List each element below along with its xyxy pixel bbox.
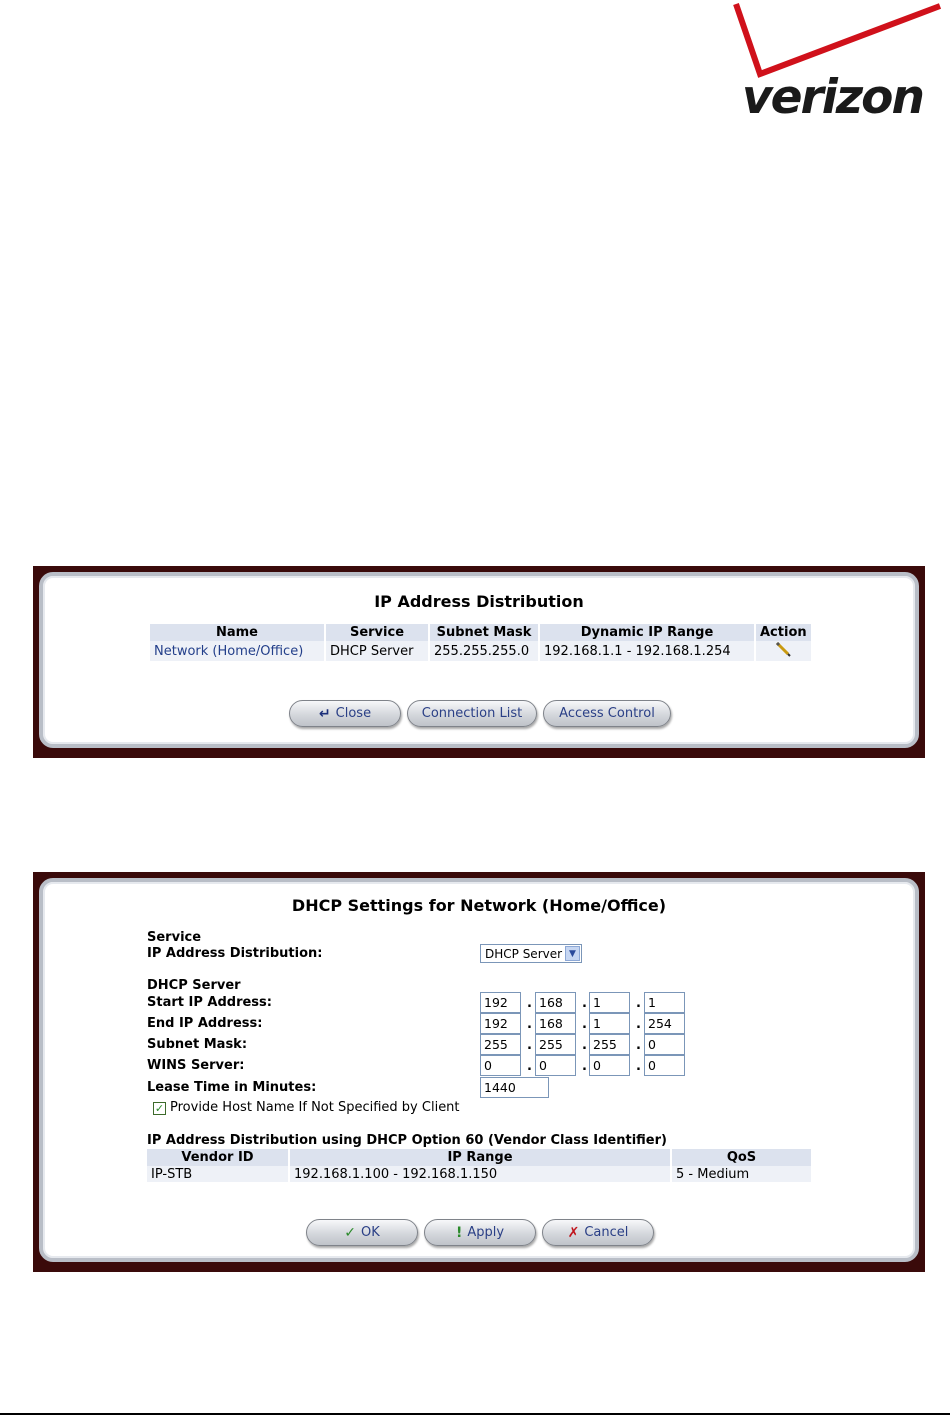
connection-list-button[interactable] (407, 700, 537, 727)
end-ip-octet-4[interactable] (644, 1013, 685, 1034)
lease-time-input[interactable] (480, 1077, 549, 1098)
wins-octet-1[interactable] (480, 1055, 521, 1076)
start-ip-octet-3[interactable] (589, 992, 630, 1013)
action-cell (755, 641, 812, 661)
wins-octet-4[interactable] (644, 1055, 685, 1076)
return-arrow-icon: ↵ (318, 705, 331, 722)
ok-label: OK (360, 1225, 380, 1240)
start-ip-octet-2[interactable] (535, 992, 576, 1013)
ip-dist-label: IP Address Distribution: (147, 946, 323, 961)
ip-dot: . (527, 1059, 532, 1074)
col-action: Action (755, 624, 812, 641)
ok-button[interactable] (306, 1219, 418, 1246)
page-bottom-rule (0, 1413, 950, 1415)
col-name: Name (150, 624, 325, 641)
close-label: Close (335, 706, 372, 721)
access-control-label: Access Control (559, 706, 655, 721)
dhcp-settings-frame (39, 878, 919, 1262)
subnet-cell: 255.255.255.0 (429, 641, 539, 661)
cancel-label: Cancel (584, 1225, 629, 1240)
ip-dot: . (527, 1017, 532, 1032)
ip-dot: . (527, 1038, 532, 1053)
ip-dot: . (636, 1017, 641, 1032)
provide-hostname-label: Provide Host Name If Not Specified by Client (170, 1100, 460, 1115)
ip-dot: . (582, 1059, 587, 1074)
col-vendor-id: Vendor ID (147, 1149, 289, 1166)
svg-text:verizon: verizon (742, 70, 923, 122)
end-ip-octet-2[interactable] (535, 1013, 576, 1034)
end-ip-octet-3[interactable] (589, 1013, 630, 1034)
dhcp-settings-panel (33, 872, 925, 1272)
subnet-mask-octet-1[interactable] (480, 1034, 521, 1055)
chevron-down-icon: ▼ (565, 946, 580, 961)
vendor-class-heading: IP Address Distribution using DHCP Option 60 (Vendor Class Identifier) (147, 1133, 667, 1148)
ip-dot: . (582, 1038, 587, 1053)
lease-time-label: Lease Time in Minutes: (147, 1080, 317, 1095)
vendor-class-table (147, 1149, 813, 1182)
subnet-mask-octet-2[interactable] (535, 1034, 576, 1055)
ip-distribution-panel (33, 566, 925, 758)
ip-dot: . (582, 1017, 587, 1032)
start-ip-octet-4[interactable] (644, 992, 685, 1013)
ip-distribution-title: IP Address Distribution (374, 592, 584, 611)
subnet-mask-octet-4[interactable] (644, 1034, 685, 1055)
table-row[interactable] (147, 1166, 812, 1182)
service-heading: Service (147, 930, 202, 945)
col-qos: QoS (671, 1149, 812, 1166)
subnet-mask-octet-3[interactable] (589, 1034, 630, 1055)
network-name-link[interactable]: Network (Home/Office) (150, 641, 325, 661)
cancel-button[interactable] (542, 1219, 654, 1246)
ip-distribution-table (150, 624, 813, 661)
close-button[interactable] (289, 700, 401, 727)
ip-distribution-value: DHCP Server (485, 946, 563, 961)
checkmark-icon: ✓ (344, 1224, 356, 1241)
ip-dot: . (582, 996, 587, 1011)
verizon-logo (732, 0, 944, 122)
col-subnet-mask: Subnet Mask (429, 624, 539, 641)
ip-dot: . (636, 1038, 641, 1053)
ip-dot: . (636, 996, 641, 1011)
col-dynamic-range: Dynamic IP Range (539, 624, 755, 641)
ip-dot: . (527, 996, 532, 1011)
vendor-id-cell: IP-STB (147, 1166, 289, 1182)
vendor-qos-cell: 5 - Medium (671, 1166, 812, 1182)
access-control-button[interactable] (543, 700, 671, 727)
ip-distribution-frame (39, 572, 919, 748)
dhcp-server-heading: DHCP Server (147, 978, 241, 993)
apply-label: Apply (467, 1225, 505, 1240)
end-ip-octet-1[interactable] (480, 1013, 521, 1034)
subnet-mask-label: Subnet Mask: (147, 1037, 248, 1052)
wins-octet-2[interactable] (535, 1055, 576, 1076)
table-row (150, 641, 812, 661)
provide-hostname-checkbox[interactable]: ✓ (154, 1102, 165, 1115)
wins-server-label: WINS Server: (147, 1058, 245, 1073)
service-cell: DHCP Server (325, 641, 429, 661)
pencil-icon[interactable] (774, 641, 792, 661)
col-ip-range: IP Range (289, 1149, 671, 1166)
start-ip-octet-1[interactable] (480, 992, 521, 1013)
vendor-range-cell: 192.168.1.100 - 192.168.1.150 (289, 1166, 671, 1182)
ip-distribution-select[interactable] (480, 944, 582, 963)
range-cell: 192.168.1.1 - 192.168.1.254 (539, 641, 755, 661)
apply-button[interactable] (424, 1219, 536, 1246)
x-icon: ✗ (567, 1224, 580, 1241)
wins-octet-3[interactable] (589, 1055, 630, 1076)
col-service: Service (325, 624, 429, 641)
exclamation-icon: ! (455, 1224, 463, 1241)
end-ip-label: End IP Address: (147, 1016, 263, 1031)
start-ip-label: Start IP Address: (147, 995, 272, 1010)
ip-dot: . (636, 1059, 641, 1074)
connection-list-label: Connection List (421, 706, 523, 721)
dhcp-settings-title: DHCP Settings for Network (Home/Office) (291, 896, 667, 915)
